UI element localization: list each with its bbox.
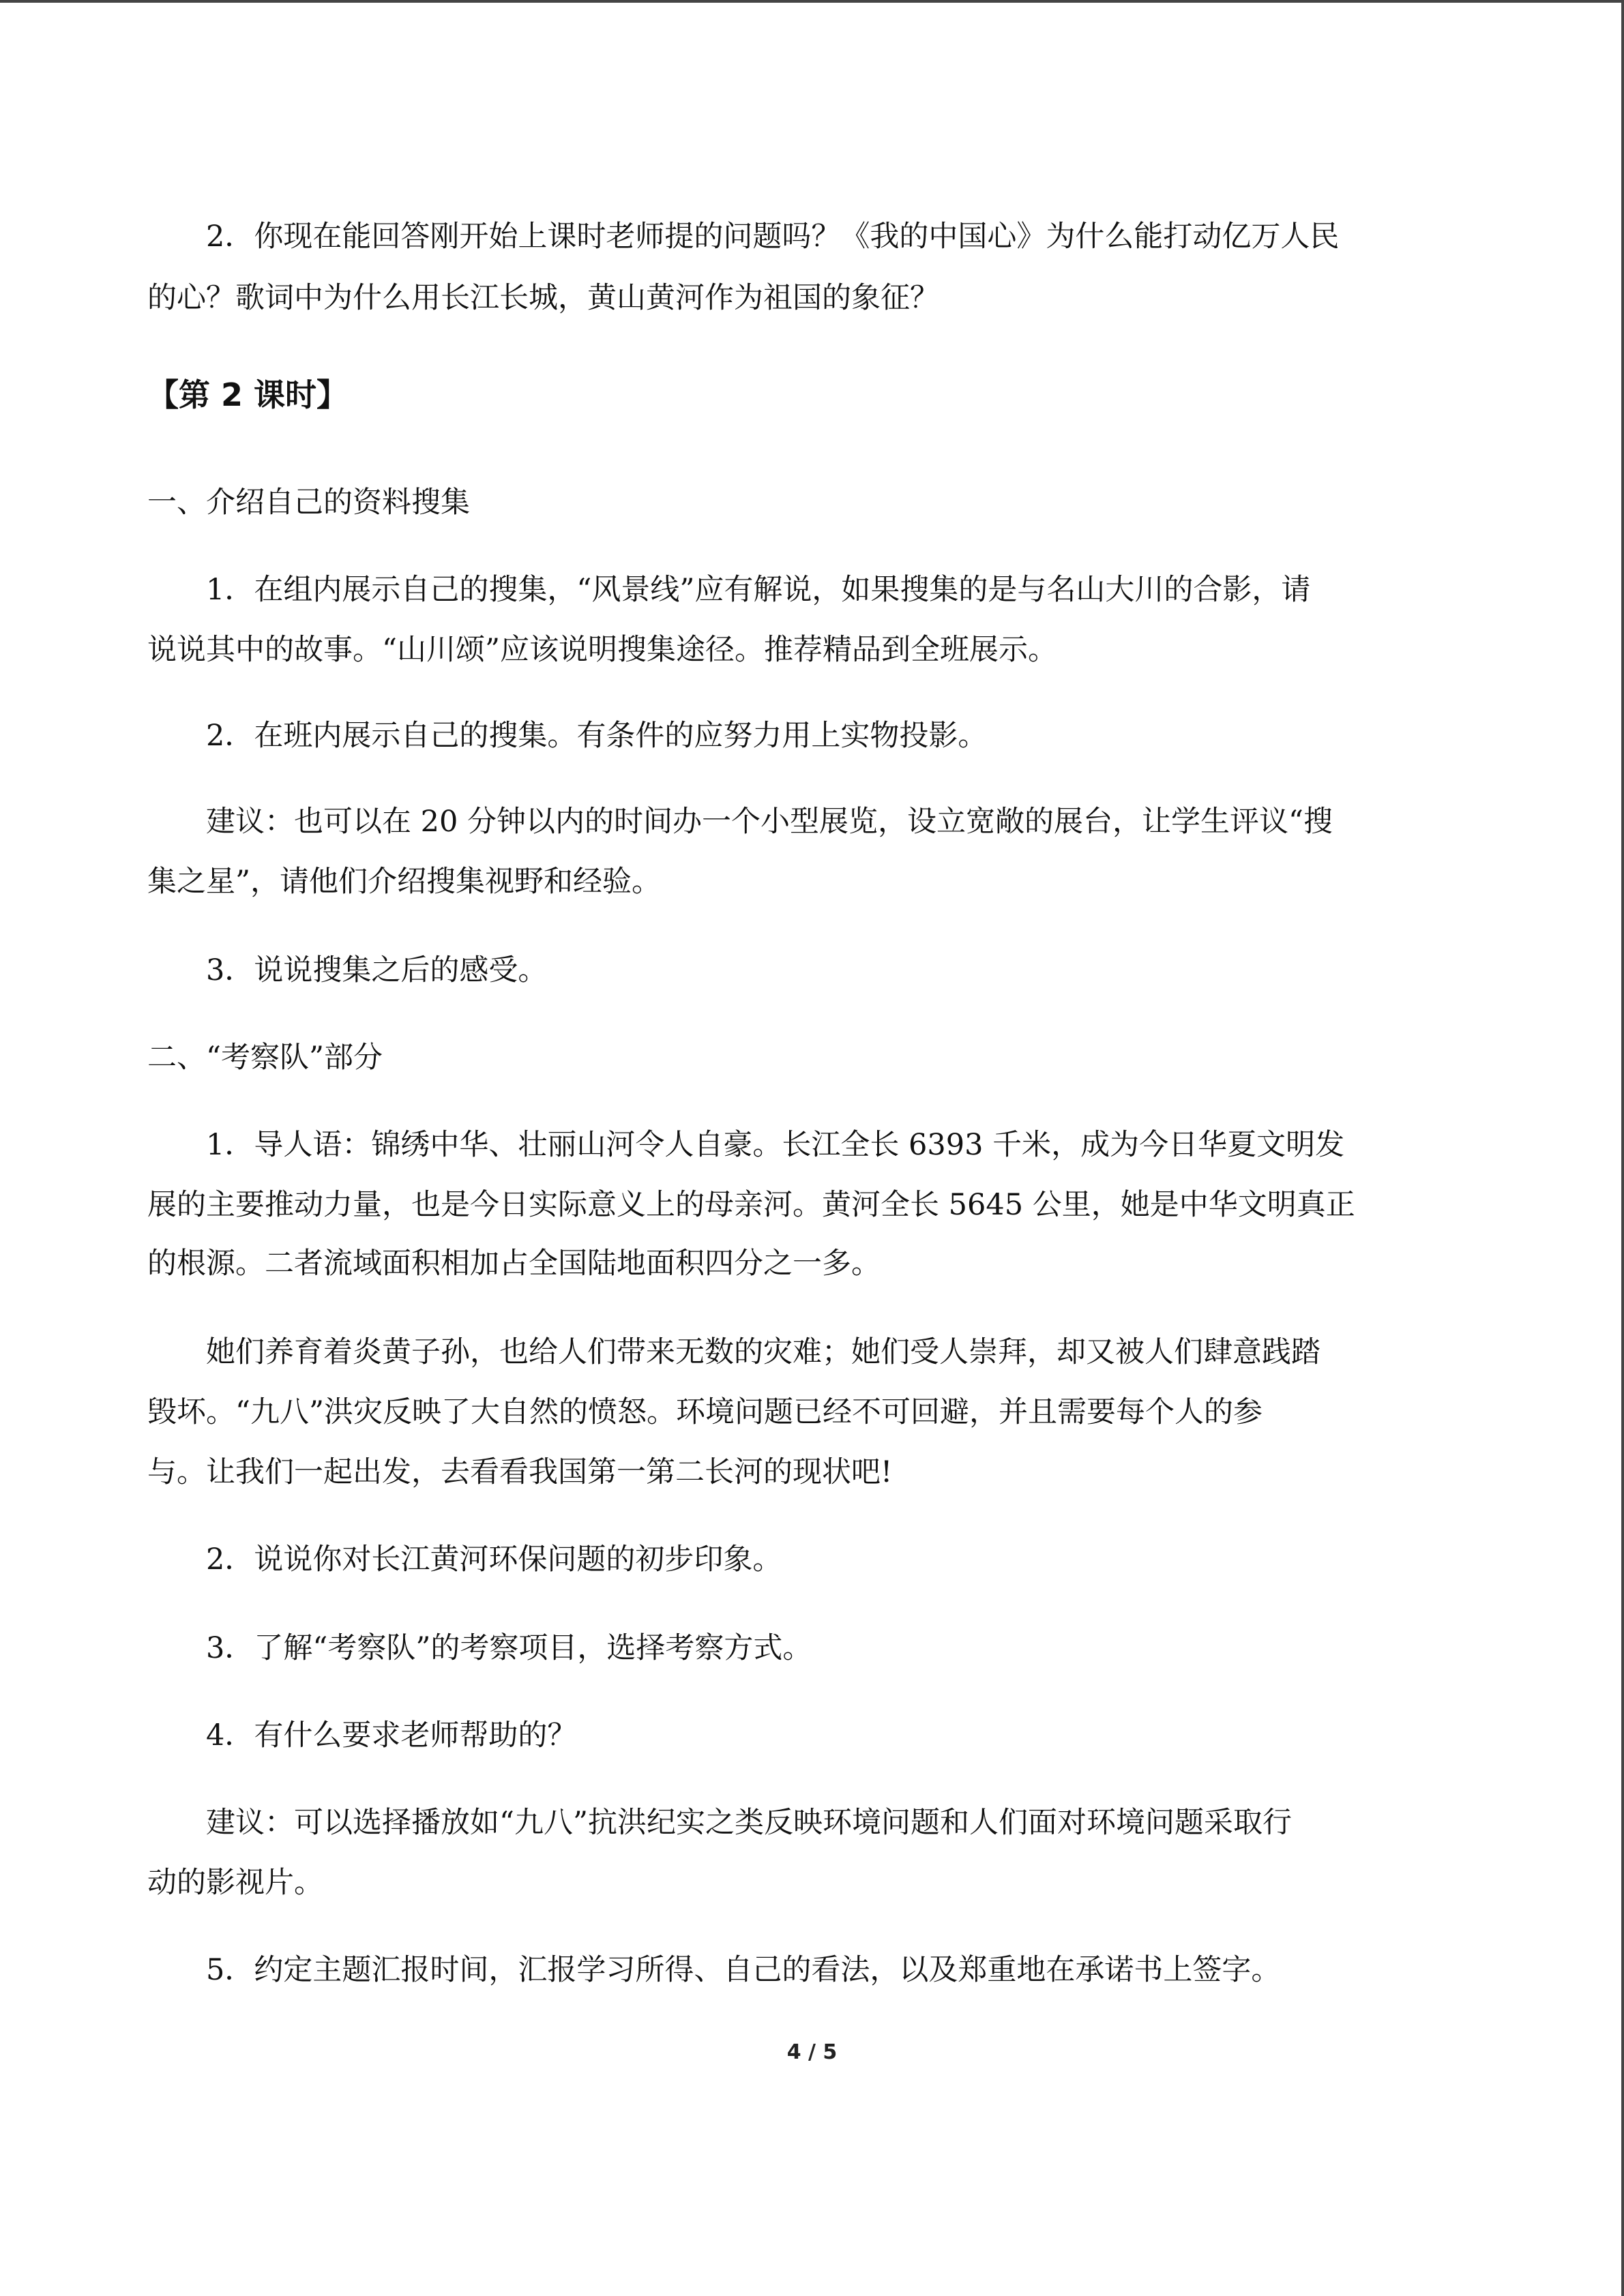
paragraph-line: 展的主要推动力量，也是今日实际意义上的母亲河。黄河全长 5645 公里，她是中华文明真正 — [147, 1188, 1355, 1222]
suggestion-line: 集之星”，请他们介绍搜集视野和经验。 — [147, 865, 661, 899]
paragraph-line: 她们养育着炎黄子孙，也给人们带来无数的灾难；她们受人崇拜，却又被人们肆意践踏 — [206, 1335, 1320, 1369]
paragraph-line: 2．说说你对长江黄河环保问题的初步印象。 — [206, 1542, 782, 1577]
paragraph-line: 的心？歌词中为什么用长江长城，黄山黄河作为祖国的象征？ — [147, 281, 939, 315]
subsection-heading: 二、“考察队”部分 — [147, 1041, 383, 1075]
paragraph-line: 说说其中的故事。“山川颂”应该说明搜集途径。推荐精品到全班展示。 — [147, 633, 1057, 667]
subsection-heading: 一、介绍自己的资料搜集 — [147, 486, 470, 520]
paragraph-line: 4．有什么要求老师帮助的？ — [206, 1718, 577, 1753]
paragraph-line: 3．说说搜集之后的感受。 — [206, 953, 548, 987]
page-number: 4 / 5 — [786, 2040, 838, 2064]
suggestion-line: 动的影视片。 — [147, 1866, 323, 1900]
paragraph-line: 2．在班内展示自己的搜集。有条件的应努力用上实物投影。 — [206, 719, 988, 753]
suggestion-line: 建议：可以选择播放如“九八”抗洪纪实之类反映环境问题和人们面对环境问题采取行 — [206, 1806, 1292, 1840]
paragraph-line: 1．导人语：锦绣中华、壮丽山河令人自豪。长江全长 6393 千米，成为今日华夏文明发 — [206, 1128, 1345, 1162]
paragraph-line: 3．了解“考察队”的考察项目，选择考察方式。 — [206, 1631, 812, 1665]
paragraph-line: 1．在组内展示自己的搜集，“风景线”应有解说，如果搜集的是与名山大川的合影，请 — [206, 573, 1311, 607]
paragraph-line: 的根源。二者流域面积相加占全国陆地面积四分之一多。 — [147, 1247, 881, 1281]
section-heading: 【第 2 课时】 — [147, 376, 349, 413]
paragraph-line: 5．约定主题汇报时间，汇报学习所得、自己的看法，以及郑重地在承诺书上签字。 — [206, 1953, 1281, 1987]
paragraph-line: 与。让我们一起出发，去看看我国第一第二长河的现状吧! — [147, 1455, 893, 1489]
paragraph-line: 2．你现在能回答刚开始上课时老师提的问题吗？《我的中国心》为什么能打动亿万人民 — [206, 220, 1340, 254]
paragraph-line: 毁坏。“九八”洪灾反映了大自然的愤怒。环境问题已经不可回避，并且需要每个人的参 — [147, 1395, 1263, 1429]
suggestion-line: 建议：也可以在 20 分钟以内的时间办一个小型展览，设立宽敞的展台，让学生评议“搜 — [206, 805, 1333, 839]
